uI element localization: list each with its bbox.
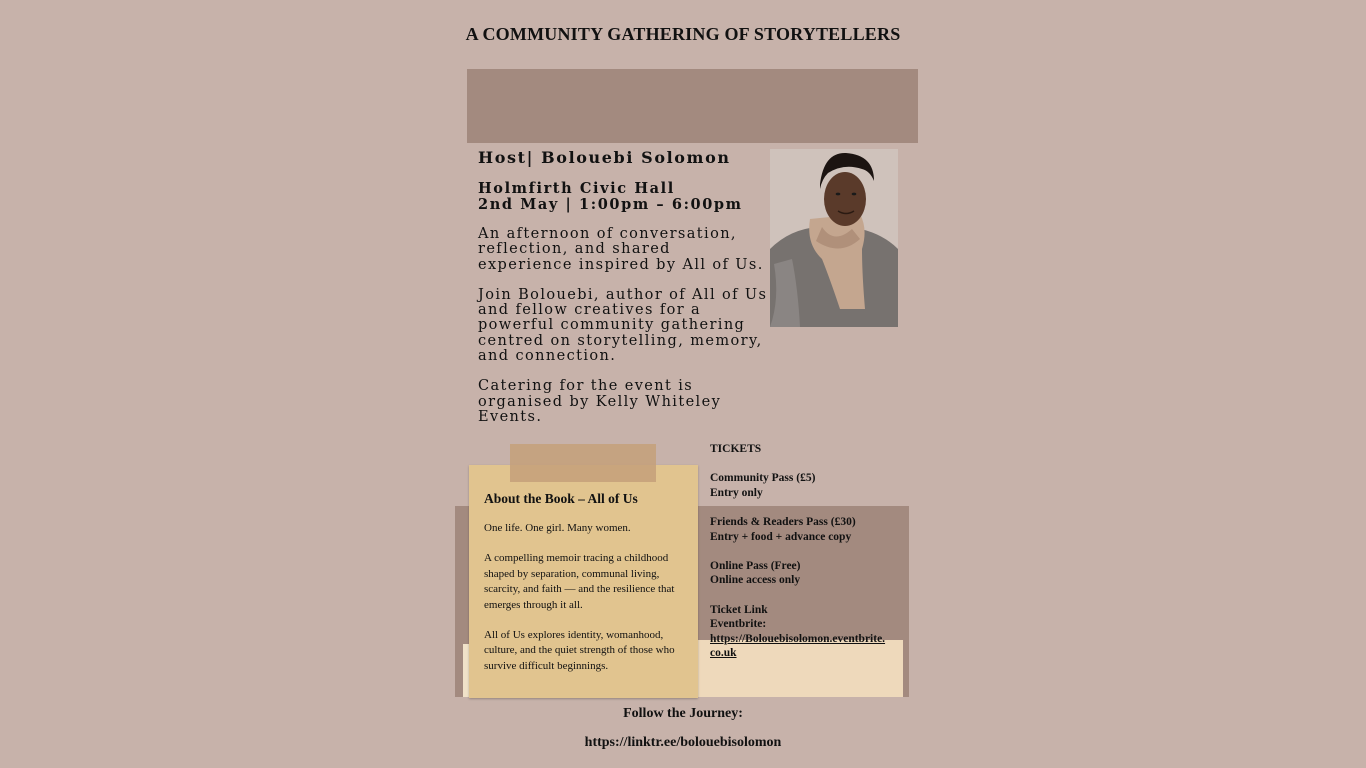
follow-heading: Follow the Journey: [623, 706, 743, 721]
ticket-pass-name: Online Pass (Free) [710, 559, 801, 572]
ticket-pass-detail: Entry + food + advance copy [710, 530, 852, 543]
ticket-pass-name: Community Pass (£5) [710, 472, 816, 485]
book-tagline: One life. One girl. Many women. [484, 522, 631, 534]
book-themes: All of Us explores identity, womanhood, culture, and the quiet strength of those who survive difficult beginnings. [484, 629, 675, 672]
tape-decoration [510, 444, 656, 482]
host-portrait-image [770, 149, 898, 327]
header-color-block [467, 69, 918, 143]
book-description: A compelling memoir tracing a childhood shaped by separation, communal living, scarcity, and faith — and the resilience that emerges through it all. [484, 552, 675, 611]
event-datetime: 2nd May | 1:00pm – 6:00pm [478, 195, 743, 213]
ticket-pass-name: Friends & Readers Pass (£30) [710, 515, 856, 528]
event-intro: An afternoon of conversation, reflection, and shared experience inspired by All of Us. [478, 226, 764, 273]
ticket-pass-detail: Entry only [710, 486, 763, 499]
event-details [478, 148, 768, 425]
ticket-link-heading: Ticket Link [710, 603, 768, 616]
book-note-card [469, 465, 698, 698]
book-title: About the Book – All of Us [484, 491, 638, 506]
linktree-link[interactable]: https://linktr.ee/bolouebisolomon [584, 735, 782, 750]
tickets-heading: TICKETS [710, 443, 762, 455]
host-name: Host| Bolouebi Solomon [478, 148, 731, 167]
page-title: A COMMUNITY GATHERING OF STORYTELLERS [465, 24, 901, 44]
host-portrait [770, 149, 898, 327]
event-venue: Holmfirth Civic Hall [478, 180, 675, 197]
eventbrite-link[interactable]: https://Bolouebisolomon.eventbrite.co.uk [710, 632, 886, 660]
event-description: Join Bolouebi, author of All of Us and fellow creatives for a powerful community gathering centred on storytelling, memory, and connection. [478, 286, 768, 365]
tickets-section [710, 442, 890, 661]
ticket-pass-detail: Online access only [710, 574, 801, 587]
ticket-link-label: Eventbrite: [710, 618, 767, 631]
follow-link-container [0, 735, 1366, 751]
event-catering: Catering for the event is organised by Kelly Whiteley Events. [478, 378, 722, 425]
